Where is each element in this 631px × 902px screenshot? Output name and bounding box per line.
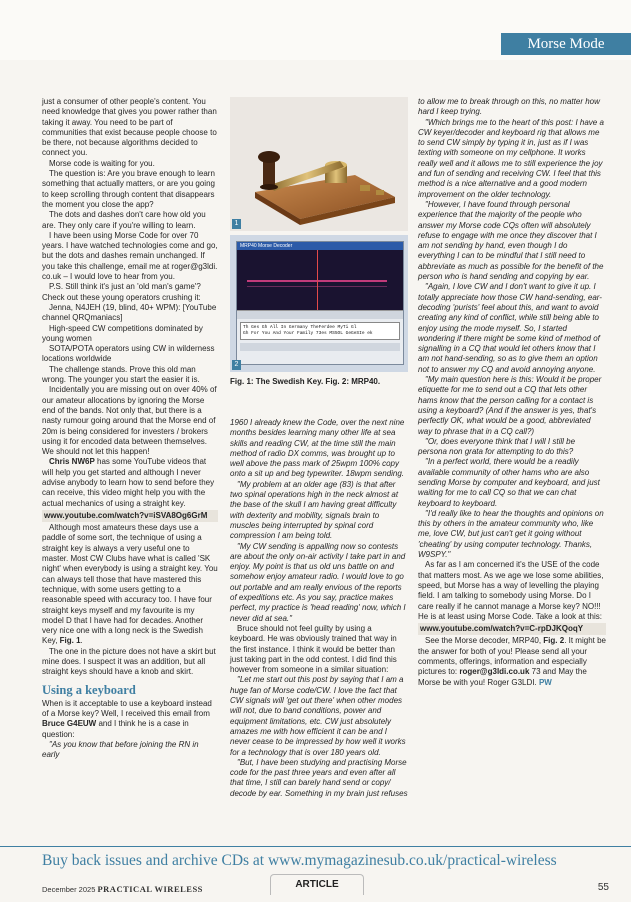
paragraph: "In a perfect world, there would be a readily available community of other hams who are also sending Morse by computer and keyboard, and just waiting for me to call CQ so that we can chat keyboard to keyboard. (418, 457, 600, 508)
paragraph-text: and I think he is a case in question: (42, 719, 189, 739)
decoder-toolbar (237, 310, 403, 319)
column-2 (230, 418, 408, 799)
paragraph: "My CW sending is appalling now so contests are about the only on-air activity I take part in and enjoy. My point is that us old uns battle on and somehow enjoy amateur radio. I would love to go out portable and am really envious of the reports of expeditions etc. As you say, practice makes perfect, my practice is 'head reading' now, which I never did at sea." (230, 541, 406, 623)
subheading: Using a keyboard (42, 682, 136, 697)
person-name: Bruce G4EUW (42, 719, 97, 729)
paragraph: Incidentally you are missing out on over 40% of our amateur allocations by ignoring the Morse end of the bands. Not only that, but there is a nasty rumour going around that the Morse end of 20m is being considered for investers / brokers using it for encoded data between themselves. We should not let this happen! (42, 385, 217, 457)
email-link[interactable]: roger@g3ldi.co.uk (459, 667, 530, 677)
paragraph: P.S. Still think it's just an 'old man's game'? Check out these young operators crushing it: (42, 282, 201, 302)
paragraph: to allow me to break through on this, no matter how hard I keep trying. (418, 97, 600, 117)
paragraph: "Again, I love CW and I don't want to give it up. I totally appreciate how those CW hand-sending, ear-decoding 'purists' feel about this, and want to avoid creating any kind of conflict, while still being able to enjoy using the mode myself. So, I started wondering if there might be some kind of method of signalling in a CQ that would let others know that I am not hand-sending, so as to give them an option not to answer my CQ and avoid annoying anyone. (418, 282, 602, 374)
end-mark: PW (538, 677, 552, 687)
figure-caption: Fig. 1: The Swedish Key. Fig. 2: MRP40. (230, 377, 381, 386)
paragraph-text: See the Morse decoder, MRP40, (425, 636, 544, 646)
article-tab: ARTICLE (270, 874, 364, 895)
footer-divider (0, 846, 631, 847)
paragraph: "My main question here is this: Would it be proper etiquette for me to send out a CQ that lets other hams know that the person calling for a contact is using a keyboard? (And if the answer is yes, that's perfectly OK, what would be a good, abbreviated way to phrase that in a CQ call?) (418, 375, 602, 436)
footer-issue-info (42, 884, 203, 894)
swedish-key-photo (230, 97, 408, 231)
magazine-name: PRACTICAL WIRELESS (97, 884, 203, 894)
swedish-key-illustration (230, 97, 408, 231)
page-number: 55 (597, 882, 609, 893)
paragraph (42, 523, 218, 647)
column-3 (418, 97, 606, 688)
paragraph: "Let me start out this post by saying that I am a huge fan of Morse code/CW. I love the fact that CW signals will 'get out there' when other modes will not, due to band conditions, power and equipment limitations, etc. CW just absolutely amazes me with how efficient it can be and I never cease to be impressed by how well it works for a technology that is over 180 years old. (230, 675, 406, 757)
paragraph-text: . (80, 636, 83, 646)
paragraph: "However, I have found through personal experience that the majority of the people who answer my Morse code CQs often will absolutely refuse to engage with me once they discover that I am not sending by hand, even though I do everything I can to be mindful that I still need to abbreviate as much as possible for the benefit of the person who is hand sending and copying by ear. (418, 199, 604, 282)
paragraph: "But, I have been studying and practising Morse code for the past three years and even after all that time, I still can barely hand send or copy/ decode by ear. Something in my brain just refuses (230, 757, 408, 798)
youtube-link[interactable]: www.youtube.com/watch?v=iSVA8Og6GrM (42, 510, 218, 522)
paragraph: The question is: Are you brave enough to learn something that actually matters, or are you going to keep scrolling through content that disappears the moment you close the app? (42, 169, 215, 209)
waterfall-display (237, 250, 403, 310)
paragraph-text: 73 and May the Morse be with you! Roger G3LDI. (418, 667, 587, 687)
paragraph: "Which brings me to the heart of this post: I have a CW keyer/decoder and keyboard rig that allows me to send CW simply by typing it in, just as if I was texting with someone on my cellphone. It works really well and it allows me to still experience the joy and fun of sending and receiving CW. I feel that this method is a nice alternative and a good modern improvement on the older technology. (418, 117, 604, 199)
paragraph: The challenge stands. Prove this old man wrong. The younger you start the easier it is. (42, 364, 200, 385)
paragraph: I have been using Morse Code for over 70 years. I have watched technologies come and go, but the dots and dashes remain unchanged. If you take this challenge, email me at roger@g3ldi. co.uk – I would love to hear from you. (42, 230, 218, 282)
decoded-text-box (240, 322, 400, 340)
paragraph-text: has some YouTube videos that will help you get started and although I never advise anybody to learn how to send before they can receive, this video might help you with the actual mechanics of using a straight key. (42, 457, 215, 508)
paragraph: High-speed CW competitions dominated by young women (42, 323, 203, 343)
paragraph (418, 636, 606, 687)
column-1 (42, 97, 218, 760)
figure-number: 2 (232, 360, 241, 370)
back-issues-banner[interactable]: Buy back issues and archive CDs at www.mymagazinesub.co.uk/practical-wireless (42, 852, 557, 869)
paragraph: just a consumer of other people's content. You need knowledge that gives you power rather than taking it away. You need to be part of communities that exist because people choose to be there, not because algorithms decided to connect you. (42, 97, 217, 158)
figure-ref: Fig. 1 (59, 636, 81, 646)
paragraph-text: When is it acceptable to use a keyboard instead of a Morse key? Well, I received this email from (42, 698, 212, 718)
paragraph: SOTA/POTA operators using CW in wilderness locations worldwide (42, 344, 215, 364)
decoder-title-bar: MRP40 Morse Decoder (237, 242, 403, 250)
issue-date: December 2025 (42, 885, 96, 894)
figure-number: 1 (232, 219, 241, 229)
paragraph: "Or, does everyone think that I will I still be persona non grata for attempting to do this? (418, 436, 576, 457)
decoded-line: Gh For You And Your Family 73es MS5OL GeGeSIe ek (243, 331, 373, 336)
decoded-line: Th Ges Gh All In Germany TheFerdee MyTi Gl (243, 325, 357, 330)
paragraph: The dots and dashes don't care how old you are. They only care if you're willing to learn. (42, 210, 206, 230)
paragraph (42, 457, 218, 508)
paragraph: The one in the picture does not have a skirt but mine does. I suspect it was an addition, but all straight keys should have a knob and skirt. (42, 646, 216, 677)
paragraph: Bruce should not feel guilty by using a keyboard. He was obviously trained that way in the first instance. I think it would be better than just taking part in the odd contest. I did find this however from someone in a similar situation: (230, 623, 397, 675)
decoder-button-row (240, 343, 400, 351)
person-name: Chris NW6P (49, 457, 95, 467)
mrp40-screenshot (230, 235, 408, 372)
paragraph: As far as I am concerned it's the USE of the code that matters most. As we age we lose some abilities, speed, but Morse has a way of levelling the playing field. I am talking to somebody using Morse. Do I care really if he cannot manage a Morse key? NO!!! He is at least using Morse Code. Take a look at this: (418, 560, 604, 621)
paragraph: "My problem at an older age (83) is that after two spinal operations high in the neck almost at the base of the skull I am having great difficulty with dexterity and mobility, signals brain to muscles being interrupted by spinal cord compression I am being told. (230, 479, 399, 541)
paragraph: "As you know that before joining the RN in early (42, 739, 199, 760)
youtube-link[interactable]: www.youtube.com/watch?v=C-rpDJKQoqY (418, 623, 606, 635)
paragraph-text: . It might be the answer for both of you! Please send all your comments, offerings, information and especially pictures to: (418, 636, 606, 677)
paragraph-text: Although most amateurs these days use a paddle of some sort, the technique of using a straight key is always a very useful one to master. Most CW Clubs have what is called 'SK night' when everybody is using a straight key. You can always tell those that have mastered this technique, with some users getting to a reasonable speed with accuracy too. I have four straight keys myself and my favourite is my model D that I have had for decades. Another very nice one with a long neck is the Swedish Key, (42, 523, 218, 646)
figure-ref: Fig. 2 (543, 636, 565, 646)
paragraph: 1960 I already knew the Code, over the next nine months besides learning many other life at sea skills and reading CW, at the time still the main method of radio DX comms, was brought up to well above the pass mark of 25wpm 100% copy onto a sit up and beg typewriter. 18wpm sending. (230, 418, 405, 479)
decoder-window (236, 241, 404, 365)
paragraph (42, 699, 218, 740)
paragraph: Jenna, N4JEH (19, blind, 40+ WPM): [YouTube channel QRQmaniacs] (42, 302, 217, 323)
section-title: Morse Mode (501, 33, 631, 55)
paragraph: "I'd really like to hear the thoughts and opinions on this by others in the amateur community who, like me, love CW, but just can't get it going without 'cheating' by using computer technology. Thanks, W9SPY." (418, 508, 604, 560)
paragraph: Morse code is waiting for you. (49, 158, 155, 168)
